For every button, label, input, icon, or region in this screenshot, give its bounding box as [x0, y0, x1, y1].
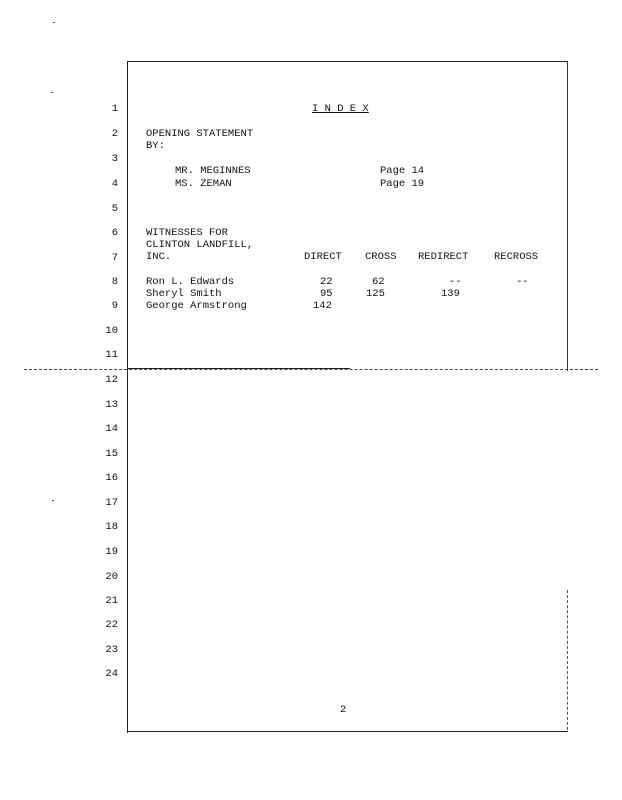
line-number: 1 — [111, 103, 118, 115]
scan-speck — [53, 22, 55, 23]
line-number: 6 — [111, 227, 118, 239]
line-number: 8 — [111, 276, 118, 288]
scan-speck — [52, 500, 54, 501]
line-number: 5 — [111, 203, 118, 215]
page-frame-top — [128, 61, 568, 62]
line-number: 22 — [105, 619, 118, 631]
column-header-cross: CROSS — [365, 251, 397, 263]
opening-entry-name: MR. MEGINNES — [175, 165, 251, 177]
line-number: 24 — [105, 668, 118, 680]
line-number: 14 — [105, 423, 118, 435]
line-number: 13 — [105, 399, 118, 411]
opening-heading-by: BY: — [146, 140, 165, 152]
witness-cross: 62 — [372, 276, 385, 288]
witness-recross: -- — [516, 276, 529, 288]
scan-speck — [51, 92, 53, 93]
opening-entry-name: MS. ZEMAN — [175, 178, 232, 190]
index-title: I N D E X — [312, 103, 369, 115]
opening-entry-page: Page 14 — [380, 165, 425, 177]
page-frame-right — [567, 61, 568, 371]
column-header-recross: RECROSS — [494, 251, 539, 263]
witness-direct: 95 — [320, 288, 333, 300]
line-number: 7 — [111, 252, 118, 264]
page-frame-right-lower — [567, 590, 568, 730]
witness-name: George Armstrong — [146, 300, 247, 312]
column-header-direct: DIRECT — [304, 251, 342, 263]
witness-name: Sheryl Smith — [146, 288, 222, 300]
line-number: 23 — [105, 644, 118, 656]
page-frame-bottom — [128, 731, 568, 732]
witness-direct: 142 — [313, 300, 332, 312]
witnesses-heading-party: CLINTON LANDFILL, — [146, 239, 254, 251]
line-number: 12 — [105, 374, 118, 386]
witness-cross: 125 — [366, 288, 385, 300]
line-number: 20 — [105, 571, 118, 583]
line-number: 9 — [111, 300, 118, 312]
witness-name: Ron L. Edwards — [146, 276, 235, 288]
line-number: 2 — [111, 128, 118, 140]
line-number: 10 — [105, 325, 118, 337]
line-number: 4 — [111, 178, 118, 190]
witness-redirect: -- — [449, 276, 462, 288]
witness-direct: 22 — [320, 276, 333, 288]
column-header-redirect: REDIRECT — [418, 251, 469, 263]
witnesses-heading: WITNESSES FOR — [146, 227, 228, 239]
line-number: 15 — [105, 448, 118, 460]
scan-artifact-line — [24, 369, 598, 370]
line-number: 18 — [105, 521, 118, 533]
line-number: 17 — [105, 497, 118, 509]
line-number: 11 — [105, 349, 118, 361]
witness-redirect: 139 — [441, 288, 460, 300]
line-number: 21 — [105, 595, 118, 607]
line-number: 3 — [111, 153, 118, 165]
line-number: 16 — [105, 472, 118, 484]
page-number: 2 — [340, 704, 347, 716]
opening-heading: OPENING STATEMENT — [146, 128, 254, 140]
opening-entry-page: Page 19 — [380, 178, 425, 190]
witnesses-heading-inc: INC. — [146, 251, 172, 263]
page-frame-left — [127, 61, 128, 733]
line-number: 19 — [105, 546, 118, 558]
